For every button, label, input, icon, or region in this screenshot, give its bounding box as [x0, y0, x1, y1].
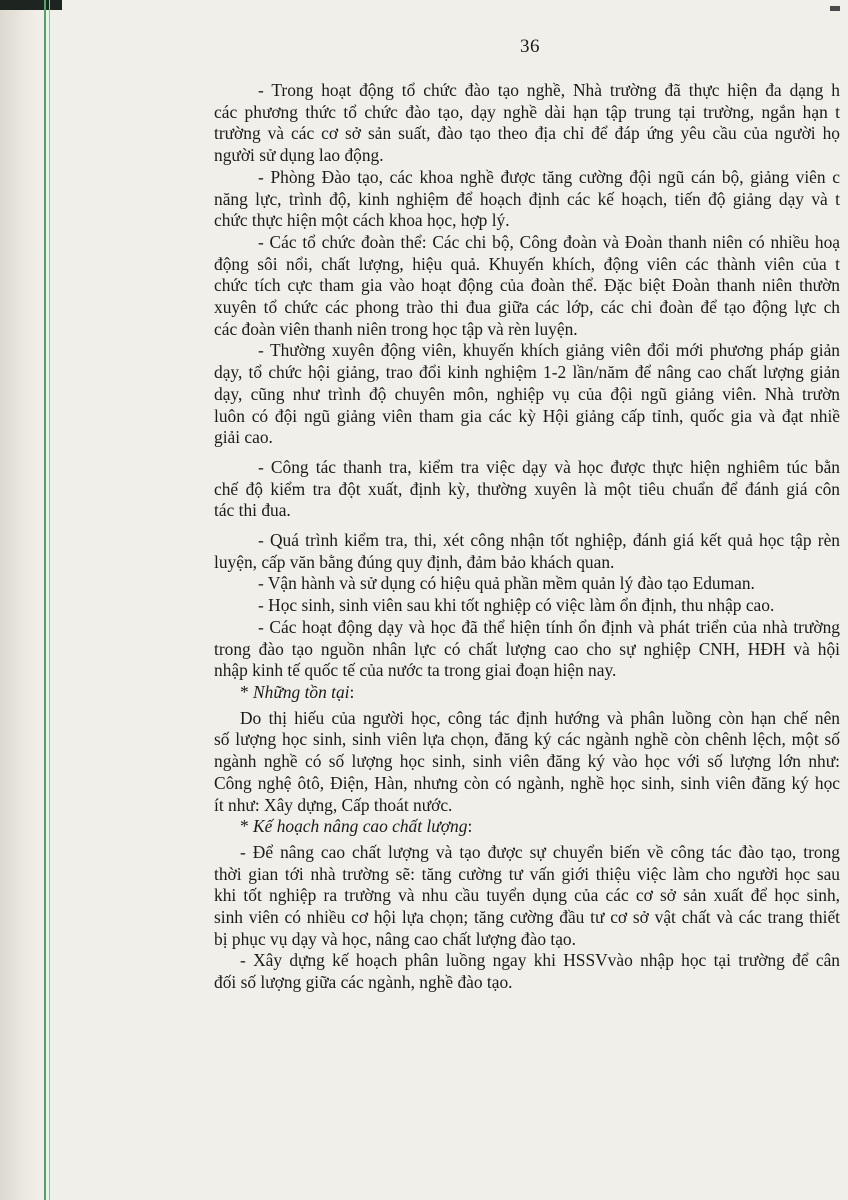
text-line: ngành nghề có số lượng học sinh, sinh viên đăng ký vào học với số lượng lớn như: — [214, 751, 840, 772]
heading-text: Những tồn tại — [253, 681, 350, 702]
text-line: sinh viên có nhiều cơ hội lựa chọn; tăng cường đầu tư cơ sở vật chất và các trang thiết — [214, 907, 840, 928]
paragraph-teaching-methods — [214, 340, 840, 449]
scan-top-strip — [0, 0, 62, 10]
text-line: - Công tác thanh tra, kiểm tra việc dạy và học được thực hiện nghiêm túc bằn — [258, 456, 840, 477]
heading-text: Kế hoạch nâng cao chất lượng — [253, 816, 468, 837]
text-line: bị phục vụ dạy và học, nâng cao chất lượng đào tạo. — [214, 928, 576, 949]
text-line: - Thường xuyên động viên, khuyến khích giảng viên đổi mới phương pháp giản — [258, 340, 840, 361]
scan-corner-mark — [830, 6, 840, 11]
text-line: - Phòng Đào tạo, các khoa nghề được tăng cường đội ngũ cán bộ, giảng viên c — [258, 166, 840, 187]
text-line: trường và các cơ sở sản suất, đào tạo theo địa chỉ để đáp ứng yêu cầu của người họ — [214, 123, 840, 144]
text-line: nhập kinh tế quốc tế của nước ta trong giai đoạn hiện nay. — [214, 660, 617, 681]
text-line: luyện, cấp văn bằng đúng quy định, đảm bảo khách quan. — [214, 551, 615, 572]
text-line: chức thực hiện một cách khoa học, hợp lý. — [214, 210, 510, 231]
text-line: động sôi nổi, chất lượng, hiệu quả. Khuyến khích, động viên các thành viên của t — [214, 253, 840, 274]
paragraph-training-office — [214, 167, 840, 232]
text-line: dạy, tổ chức hội giảng, trao đổi kinh nghiệm 1-2 lần/năm để nâng cao chất lượng giản — [214, 362, 840, 383]
paragraph-employment — [214, 595, 840, 617]
text-line: khi tốt nghiệp ra trường và nhu cầu tuyển dụng của các cơ sở sản xuất để học sinh, — [214, 885, 840, 906]
page-number: 36 — [520, 36, 540, 57]
text-line: - Trong hoạt động tổ chức đào tạo nghề, Nhà trường đã thực hiện đa dạng h — [258, 80, 840, 100]
text-line: dạy, cũng như trình độ chuyên môn, nghiệp vụ của đội ngũ giảng viên. Nhà trườn — [214, 383, 840, 404]
heading-improvement-plan — [214, 816, 840, 838]
document-body — [214, 80, 840, 994]
heading-colon: : — [467, 816, 473, 837]
text-line: ít như: Xây dựng, Cấp thoát nước. — [214, 794, 453, 815]
heading-bullet: * — [240, 681, 254, 702]
text-line: số lượng học sinh, sinh viên lựa chọn, đăng ký các ngành nghề còn chênh lệch, một số — [214, 729, 840, 750]
text-line: - Xây dựng kế hoạch phân luồng ngay khi HSSVvào nhập học tại trường để cân — [240, 950, 840, 971]
text-line: các đoàn viên thanh niên trong học tập và rèn luyện. — [214, 318, 578, 339]
text-line: - Các tổ chức đoàn thể: Các chi bộ, Công đoàn và Đoàn thanh niên có nhiều hoạ — [258, 231, 840, 252]
text-line: trong đào tạo nguồn nhân lực có chất lượng cao cho sự nghiệp CNH, HĐH và hội — [214, 638, 840, 659]
paragraph-graduation — [214, 530, 840, 573]
paragraph-improvement — [214, 842, 840, 951]
heading-shortcomings — [214, 682, 840, 704]
text-line: thời gian tới nhà trường sẽ: tăng cường tư vấn giới thiệu việc làm cho người học sau — [214, 863, 840, 884]
text-line: năng lực, trình độ, kinh nghiệm để hoạch định các kế hoạch, tiến độ giảng dạy và t — [214, 188, 840, 209]
section-heading — [214, 682, 840, 704]
text-line: xuyên tổ chức các phong trào thi đua giữa các lớp, các chi đoàn để tạo động lực ch — [214, 297, 840, 318]
paragraph-development — [214, 617, 840, 682]
text-line: - Các hoạt động dạy và học đã thể hiện tính ổn định và phát triển của nhà trường — [258, 616, 840, 637]
paragraph-shortcomings — [214, 708, 840, 817]
paragraph-eduman — [214, 573, 840, 595]
text-line: - Vận hành và sử dụng có hiệu quả phần mềm quản lý đào tạo Eduman. — [258, 573, 755, 594]
paragraph-inspection — [214, 457, 840, 522]
text-line: các phương thức tổ chức đào tạo, dạy nghề dài hạn tập trung tại trường, ngắn hạn t — [214, 101, 840, 122]
text-line: - Quá trình kiểm tra, thi, xét công nhận tốt nghiệp, đánh giá kết quả học tập rèn — [258, 530, 840, 551]
text-line: - Để nâng cao chất lượng và tạo được sự chuyển biến về công tác đào tạo, trong — [240, 841, 840, 862]
paragraph-streaming-plan — [214, 950, 840, 993]
binding-line-inner — [49, 0, 50, 1200]
heading-colon: : — [349, 681, 355, 702]
text-line: - Học sinh, sinh viên sau khi tốt nghiệp có việc làm ổn định, thu nhập cao. — [258, 595, 775, 616]
text-line: Công nghệ ôtô, Điện, Hàn, nhưng còn có ngành, nghề học sinh, sinh viên đăng ký học — [214, 772, 840, 793]
text-line: luôn có đội ngũ giảng viên tham gia các kỳ Hội giảng cấp tỉnh, quốc gia và đạt nhiề — [214, 405, 840, 426]
text-line: Do thị hiếu của người học, công tác định hướng và phân luồng còn hạn chế nên — [240, 707, 840, 728]
binding-line — [44, 0, 46, 1200]
text-line: chức tích cực tham gia vào hoạt động của đoàn thể. Đặc biệt Đoàn thanh niên thườn — [214, 275, 840, 296]
heading-bullet: * — [240, 816, 254, 837]
page-edge-shadow — [0, 0, 40, 1200]
section-heading — [214, 816, 840, 838]
text-line: người sử dụng lao động. — [214, 145, 384, 166]
text-line: chế độ kiểm tra đột xuất, định kỳ, thường xuyên là một tiêu chuẩn để đánh giá côn — [214, 478, 840, 499]
paragraph-training-methods — [214, 80, 840, 167]
text-line: giải cao. — [214, 427, 273, 448]
text-line: đối số lượng giữa các ngành, nghề đào tạo. — [214, 972, 513, 993]
paragraph-organizations — [214, 232, 840, 341]
text-line: tác thi đua. — [214, 500, 291, 521]
